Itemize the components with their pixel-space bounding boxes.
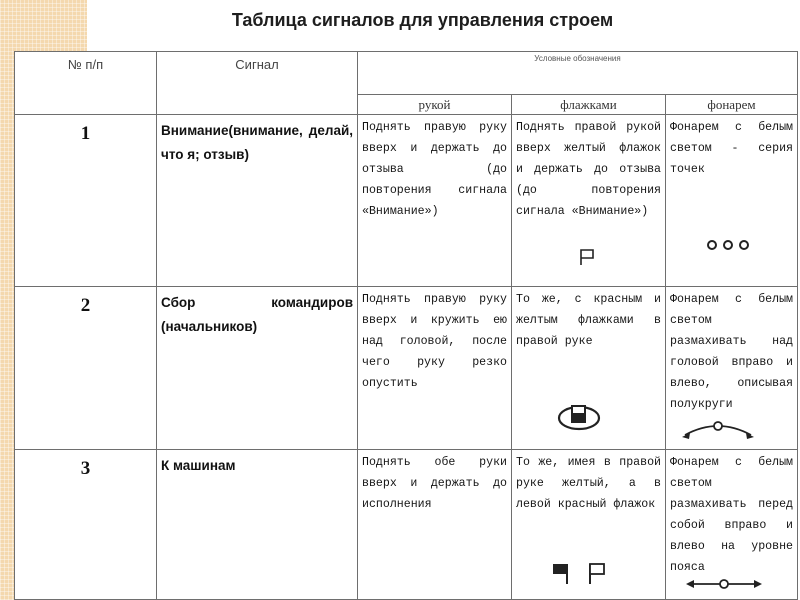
row-number: 2 [15, 287, 157, 450]
header-row [15, 52, 798, 95]
hand-description: Поднять правую руку вверх и держать до отзыва (до повторения сигнала «Внимание») [358, 115, 512, 287]
flags-description: То же, имея в правой руке желтый, а в левой красный флажок [512, 450, 666, 600]
header-by-hand: рукой [358, 95, 512, 115]
header-legend: Условные обозначения [358, 52, 798, 95]
header-by-lantern: фонарем [666, 95, 798, 115]
dots-series-icon [704, 237, 756, 253]
table-row [15, 115, 798, 287]
lantern-description: Фонарем с белым светом - серия точек [666, 115, 798, 287]
circling-flags-icon [556, 401, 604, 435]
horizontal-swing-icon [684, 576, 764, 592]
lantern-description: Фонарем с белым светом размахивать над головой вправо и влево, описывая полукруги [666, 287, 798, 450]
signal-name: Сбор командиров (начальников) [157, 287, 358, 450]
header-num: № п/п [15, 52, 157, 115]
row-number: 3 [15, 450, 157, 600]
row-number: 1 [15, 115, 157, 287]
arc-swing-icon [680, 417, 756, 443]
signals-table [14, 51, 798, 600]
lantern-description: Фонарем с белым светом размахивать перед собой вправо и влево на уровне пояса [666, 450, 798, 600]
flags-description: То же, с красным и желтым флажками в правой руке [512, 287, 666, 450]
two-flags-icon [550, 562, 610, 586]
single-flag-icon [578, 247, 598, 267]
signal-name: Внимание(внимание, делай, что я; отзыв) [157, 115, 358, 287]
page-title: Таблица сигналов для управления строем [231, 10, 614, 30]
header-signal: Сигнал [157, 52, 358, 115]
table-row [15, 287, 798, 450]
hand-description: Поднять обе руки вверх и держать до исполнения [358, 450, 512, 600]
header-by-flags: флажками [512, 95, 666, 115]
table-row [15, 450, 798, 600]
flags-description: Поднять правой рукой вверх желтый флажок и держать до отзыва (до повторения сигнала «Внимание») [512, 115, 666, 287]
signal-name: К машинам [157, 450, 358, 600]
hand-description: Поднять правую руку вверх и кружить ею над головой, после чего руку резко опустить [358, 287, 512, 450]
